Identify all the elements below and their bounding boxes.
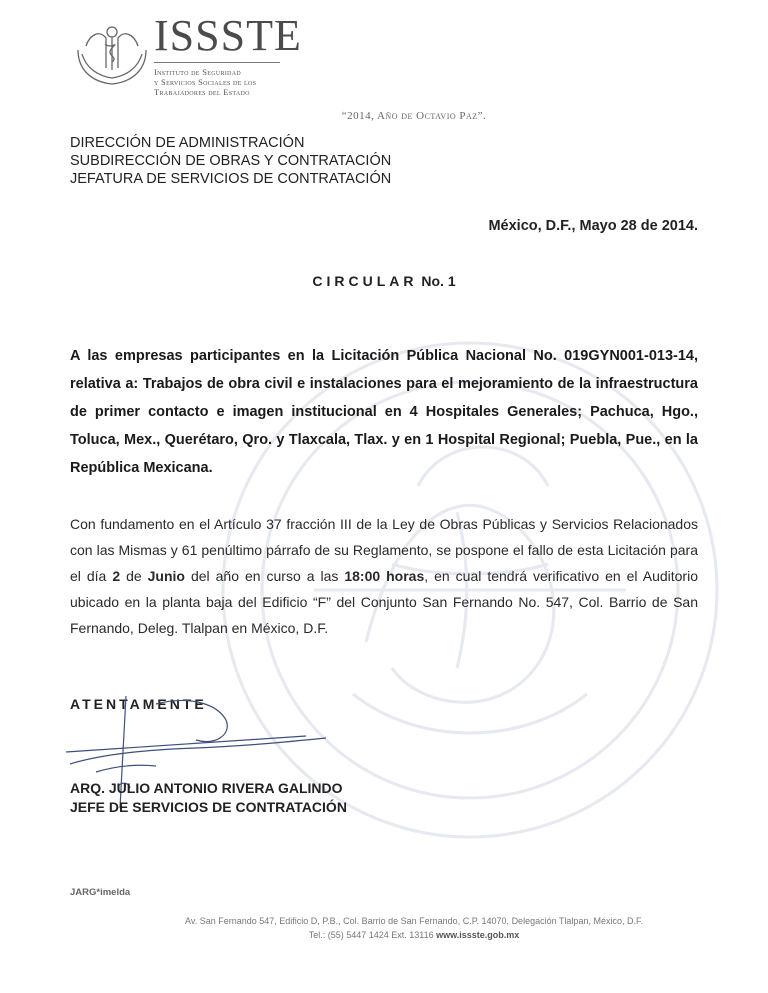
brand-subtitle-3: Trabajadores del Estado	[154, 87, 250, 97]
department-line-1: DIRECCIÓN DE ADMINISTRACIÓN	[70, 135, 305, 151]
body-month: Junio	[147, 568, 185, 584]
footer-address: Av. San Fernando 547, Edificio D, P.B., Col. Barrio de San Fernando, C.P. 14070, Delegación Tlalpan, México, D.F.	[185, 916, 643, 926]
footer-contact	[60, 928, 768, 942]
brand-subtitle-2: y Servicios Sociales de los	[154, 77, 257, 87]
footer	[0, 914, 768, 942]
body-text-part3: del año en curso a las	[184, 568, 345, 584]
document-date: México, D.F., Mayo 28 de 2014.	[488, 218, 698, 234]
signer-name: ARQ. JULIO ANTONIO RIVERA GALINDO	[70, 780, 343, 796]
body-text-part1: Con fundamento en el Artículo 37 fracción III de la Ley de Obras Públicas y Servicios Relacionados con las Mismas y 61 penúltimo párrafo de su Reglamento, se pospone el fallo de esta Licitación para el día	[70, 516, 698, 584]
circular-number: No. 1	[421, 273, 456, 289]
department-list	[70, 134, 391, 188]
brand-name: ISSSTE	[154, 11, 302, 60]
body-text-part2: de	[120, 568, 148, 584]
circular-word: CIRCULAR	[312, 273, 418, 289]
body-day: 2	[112, 568, 121, 584]
body-time: 18:00 horas	[344, 568, 425, 584]
department-line-3: JEFATURA DE SERVICIOS DE CONTRATACIÓN	[70, 171, 392, 187]
body-paragraph	[70, 511, 698, 641]
reference-initials: JARG*imelda	[70, 887, 131, 898]
footer-website-link[interactable]: www.issste.gob.mx	[436, 930, 520, 940]
footer-phone: Tel.: (55) 5447 1424 Ext. 13116	[308, 930, 437, 940]
year-motto: “2014, Año de Octavio Paz”.	[341, 110, 487, 122]
issste-logo-icon	[72, 20, 152, 90]
signer-block	[70, 779, 347, 817]
brand-subtitle-1: Instituto de Seguridad	[154, 67, 241, 77]
circular-title	[0, 273, 768, 289]
body-text-part4: , en cual tendrá verificativo en el Auditorio ubicado en la planta baja del Edificio “F” del Conjunto San Fernando No. 547, Col. Barrio de San Fernando, Deleg. Tlalpan en México, D.F.	[70, 568, 698, 636]
signer-title: JEFE DE SERVICIOS DE CONTRATACIÓN	[70, 799, 347, 815]
department-line-2: SUBDIRECCIÓN DE OBRAS Y CONTRATACIÓN	[70, 153, 392, 169]
brand-block	[154, 11, 302, 97]
addressee-paragraph: A las empresas participantes en la Licitación Pública Nacional No. 019GYN001-013-14, relativa a: Trabajos de obra civil e instalaciones para el mejoramiento de la infraestructura de primer contacto e imagen institucional en 4 Hospitales Generales; Pachuca, Hgo., Toluca, Mex., Querétaro, Qro. y Tlaxcala, Tlax. y en 1 Hospital Regional; Puebla, Pue., en la República Mexicana.	[70, 348, 698, 476]
brand-rule	[154, 62, 280, 63]
closing-word: ATENTAMENTE	[70, 696, 207, 712]
